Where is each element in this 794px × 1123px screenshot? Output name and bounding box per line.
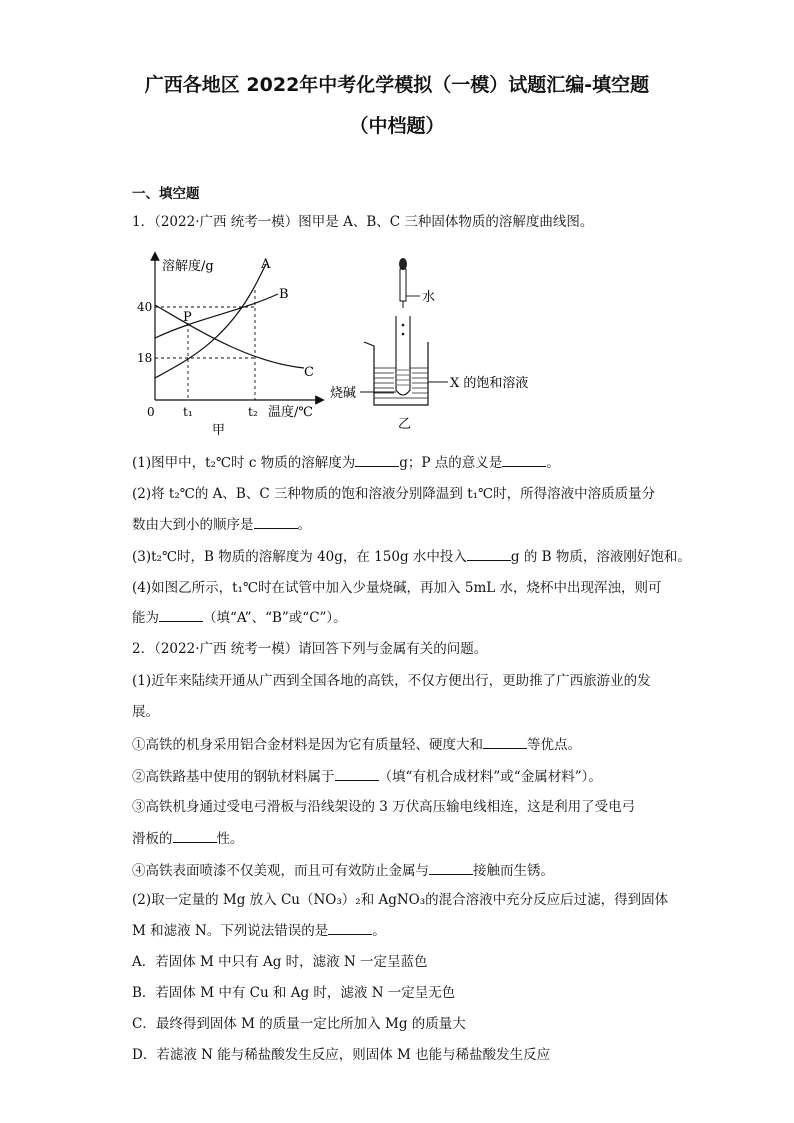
dropper-tube (400, 269, 406, 301)
answer-blank[interactable] (335, 766, 379, 781)
curve-b-label: B (279, 287, 289, 302)
q2-part2-line2: M 和滤液 N。下列说法错误的是 。 (132, 920, 386, 941)
xtick-t1: t₁ (183, 405, 193, 419)
q2-option-d[interactable]: D．若滤液 N 能与稀盐酸发生反应，则固体 M 也能与稀盐酸发生反应 (132, 1047, 551, 1063)
answer-blank[interactable] (502, 452, 546, 467)
q2-option-b[interactable]: B．若固体 M 中有 Cu 和 Ag 时，滤液 N 一定呈无色 (132, 985, 456, 1001)
answer-blank[interactable] (355, 452, 399, 467)
q2-sub4: ④高铁表面喷漆不仅美观，而且可有效防止金属与 接触而生锈。 (132, 860, 554, 881)
curve-c (155, 305, 304, 368)
q1-part3: (3)t₂℃时，B 物质的溶解度为 40g，在 150g 水中投入 g 的 B 物质，溶液刚好饱和。 (132, 546, 691, 567)
q1-part1: (1)图甲中，t₂℃时 c 物质的溶解度为 g；P 点的意义是 。 (132, 452, 560, 473)
q2-sub3-line1: ③高铁机身通过受电弓滑板与沿线架设的 3 万伏高压输电线相连，这是利用了受电弓 (132, 799, 636, 815)
answer-blank[interactable] (467, 546, 511, 561)
q1-stem: 1．（2022·广西 统考一模）图甲是 A、B、C 三种固体物质的溶解度曲线图。 (132, 214, 594, 230)
answer-blank[interactable] (328, 920, 372, 935)
section-heading: 一、填空题 (132, 186, 200, 202)
q1-part4-line1: (4)如图乙所示，t₁℃时在试管中加入少量烧碱，再加入 5mL 水，烧杯中出现浑浊，则可 (132, 580, 662, 596)
ytick-40: 40 (137, 300, 153, 314)
test-tube (396, 316, 410, 395)
solution-label: X 的饱和溶液 (450, 376, 529, 391)
water-label: 水 (422, 290, 436, 305)
figure-a-caption: 甲 (212, 423, 226, 438)
q2-option-c[interactable]: C．最终得到固体 M 的质量一定比所加入 Mg 的质量大 (132, 1016, 466, 1032)
q2-sub2: ②高铁路基中使用的钢轨材料属于 （填“有机合成材料”或“金属材料”）。 (132, 766, 602, 787)
beaker-setup-figure (328, 250, 550, 440)
x-axis-label: 温度/℃ (268, 405, 313, 420)
dropper-bulb (399, 258, 407, 270)
y-axis-label: 溶解度/g (162, 259, 214, 274)
q2-sub1: ①高铁的机身采用铝合金材料是因为它有质量轻、硬度大和 等优点。 (132, 734, 581, 755)
q2-part1-line2: 展。 (132, 704, 159, 720)
answer-blank[interactable] (159, 607, 203, 622)
answer-blank[interactable] (483, 734, 527, 749)
answer-blank[interactable] (254, 514, 298, 529)
answer-blank[interactable] (173, 828, 217, 843)
q2-stem: 2．（2022·广西 统考一模）请回答下列与金属有关的问题。 (132, 641, 488, 657)
q1-part2-line1: (2)将 t₂℃的 A、B、C 三种物质的饱和溶液分别降温到 t₁℃时，所得溶液中溶质质量分 (132, 486, 656, 502)
solubility-curve-figure (128, 250, 328, 440)
q1-part2-line2: 数由大到小的顺序是 。 (132, 514, 311, 535)
curve-c-label: C (304, 365, 314, 380)
document-subtitle: （中档题） (349, 115, 445, 137)
q2-part2-line1: (2)取一定量的 Mg 放入 Cu（NO₃）₂和 AgNO₃的混合溶液中充分反应后过滤，得到固体 (132, 892, 669, 908)
point-p-label: P (183, 310, 192, 325)
curve-a (155, 264, 266, 378)
q1-part4-line2: 能为 （填“A”、“B”或“C”）。 (132, 607, 347, 628)
figure-b-caption: 乙 (398, 417, 412, 432)
q2-part1-line1: (1)近年来陆续开通从广西到全国各地的高铁，不仅方便出行，更助推了广西旅游业的发 (132, 673, 651, 689)
beaker-label: 烧碱 (330, 386, 357, 401)
answer-blank[interactable] (429, 860, 473, 875)
ytick-18: 18 (137, 351, 153, 365)
drop-2 (402, 333, 405, 336)
q2-sub3-line2: 滑板的 性。 (132, 828, 244, 849)
curve-a-label: A (261, 257, 271, 272)
q2-option-a[interactable]: A．若固体 M 中只有 Ag 时，滤液 N 一定呈蓝色 (132, 954, 428, 970)
drop-1 (402, 324, 405, 327)
origin-label: 0 (147, 405, 155, 419)
xtick-t2: t₂ (248, 405, 258, 419)
document-title: 广西各地区 2022年中考化学模拟（一模）试题汇编-填空题 (144, 74, 650, 96)
